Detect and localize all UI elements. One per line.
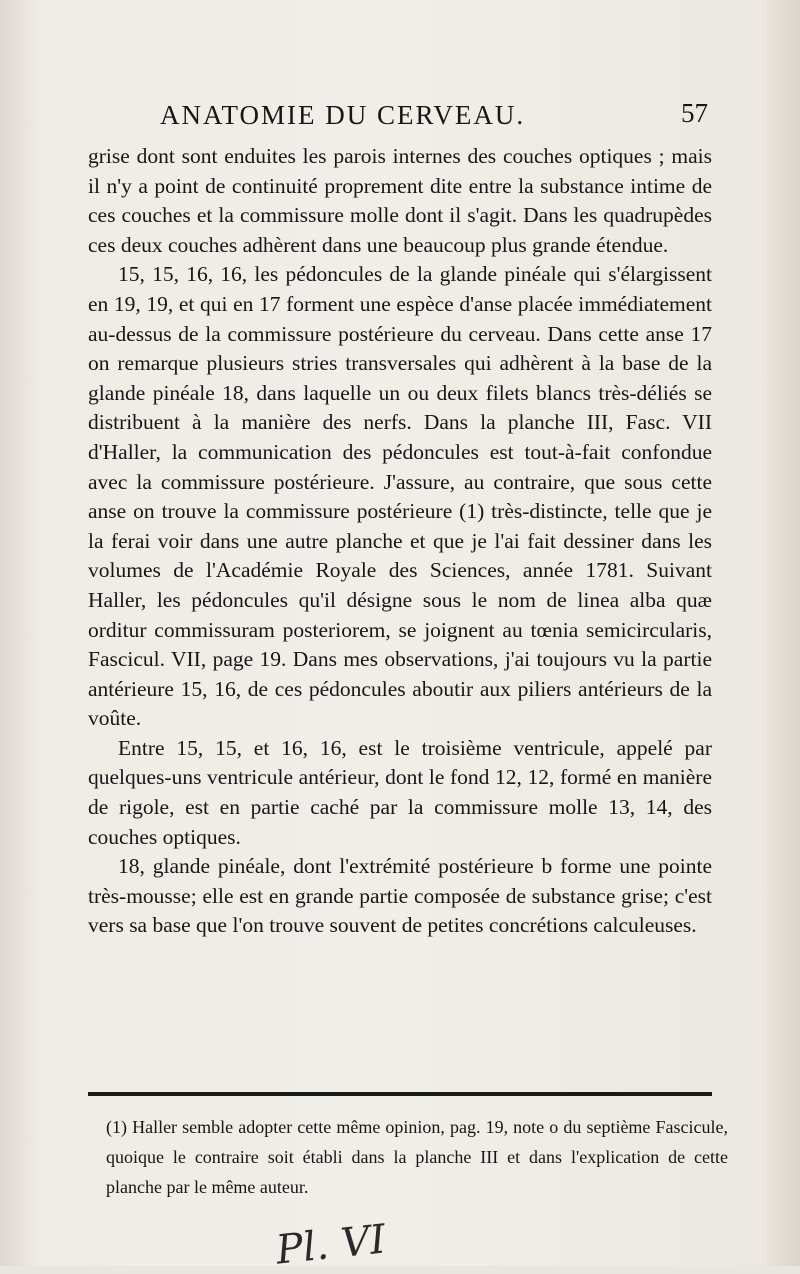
paragraph-glande-pineale: 18, glande pinéale, dont l'extrémité postérieure b forme une pointe très-mousse; elle est en grande partie composée de substance grise; c'est vers sa base que l'on trouve souvent de petites concrétions calculeuses. <box>88 854 712 938</box>
body-text <box>88 142 712 941</box>
page-header <box>160 100 720 136</box>
running-title: ANATOMIE DU CERVEAU. <box>160 100 526 130</box>
footnote-rule <box>88 1092 712 1096</box>
paragraph-pedoncules: 15, 15, 16, 16, les pédoncules de la glande pinéale qui s'élargissent en 19, 19, et qui en 17 forment une espèce d'anse placée immédiatement au-dessus de la commissure postérieure du cerveau. Dans cette anse 17 on remarque plusieurs stries transversales qui adhèrent à la base de la glande pinéale 18, dans laquelle un ou deux filets blancs très-déliés se distribuent à la manière des nerfs. Dans la planche III, Fasc. VII d'Haller, la communication des pédoncules est tout-à-fait confondue avec la commissure postérieure. J'assure, au contraire, que sous cette anse on trouve la commissure postérieure (1) très-distincte, telle que je la ferai voir dans une autre planche et que je l'ai fait dessiner dans les volumes de l'Académie Royale des Sciences, année 1781. Suivant Haller, les pédoncules qu'il désigne sous le nom de linea alba quæ orditur commissuram posteriorem, se joignent au tœnia semicircularis, Fascicul. VII, page 19. Dans mes observations, j'ai toujours vu la partie antérieure 15, 16, de ces pédoncules aboutir aux piliers antérieurs de la voûte. <box>88 262 712 731</box>
paragraph-continuation: grise dont sont enduites les parois internes des couches optiques ; mais il n'y a point de continuité proprement dite entre la substance intime de ces couches et la commissure molle dont il s'agit. Dans les quadrupèdes ces deux couches adhèrent dans une beaucoup plus grande étendue. <box>88 144 712 257</box>
paragraph-troisieme-ventricule: Entre 15, 15, et 16, 16, est le troisième ventricule, appelé par quelques-uns ventricule antérieur, dont le fond 12, 12, formé en manière de rigole, est en partie caché par la commissure molle 13, 14, des couches optiques. <box>88 735 712 849</box>
handwritten-margin-note: Pl. VI <box>273 1216 388 1274</box>
page-number: 57 <box>681 98 708 128</box>
footnote: (1) Haller semble adopter cette même opinion, pag. 19, note o du septième Fascicule, quoique le contraire soit établi dans la planche III et dans l'explication de cette planche par le même auteur. <box>106 1117 728 1197</box>
